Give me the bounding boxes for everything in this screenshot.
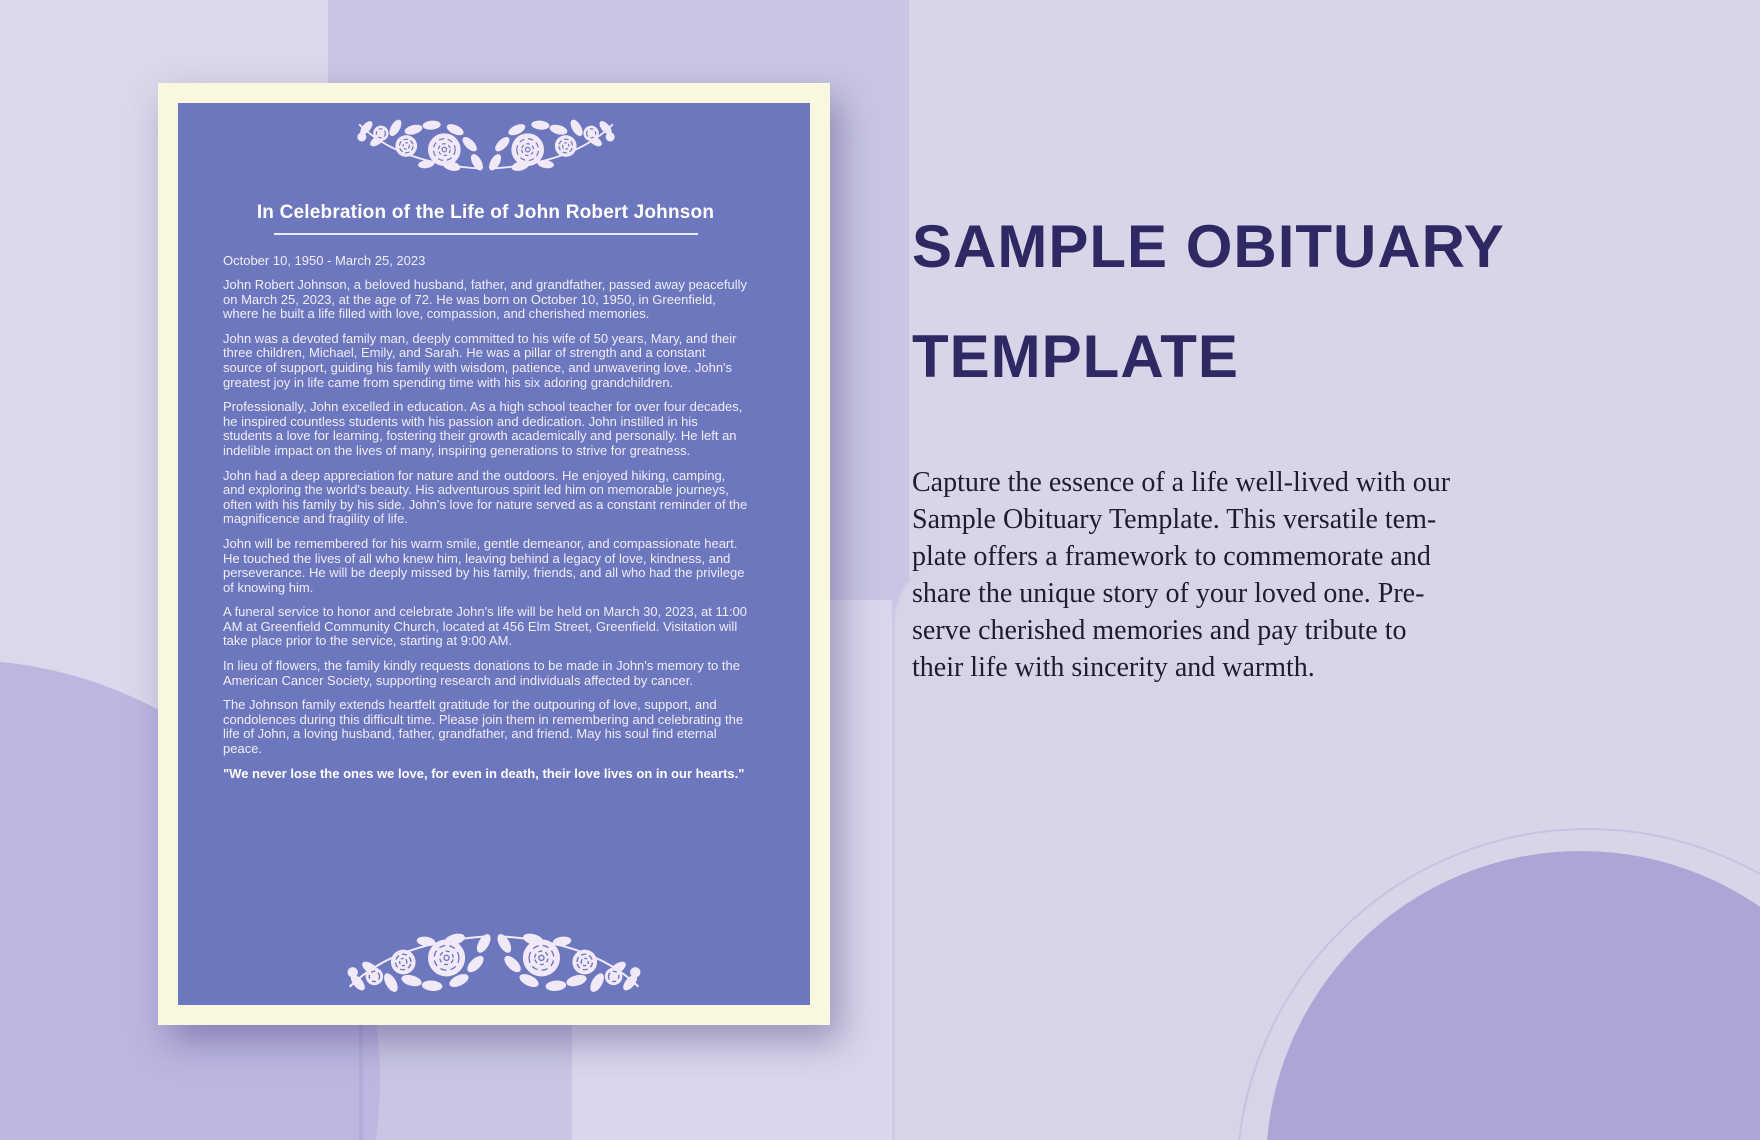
- obituary-paragraph: John will be remembered for his warm smile, gentle demeanor, and compassionate heart. He touched the lives of all who knew him, leaving behind a legacy of love, kindness, and perseverance. He will be deeply missed by his family, friends, and all who had the privilege of knowing him.: [223, 535, 745, 595]
- obituary-quote: "We never lose the ones we love, for even in death, their love lives on in our hearts.": [223, 765, 745, 781]
- floral-garland-bottom-icon: [329, 929, 659, 995]
- description-line: plate offers a framework to commemorate and: [912, 541, 1431, 572]
- title-separator-line: [274, 233, 698, 235]
- obituary-paragraph: John Robert Johnson, a beloved husband, father, and grandfather, passed away peacefully on March 25, 2023, at the age of 72. He was born on October 10, 1950, in Greenfield, where he built a life filled with love, compassion, and cherished memories.: [223, 277, 747, 322]
- page-description: [912, 464, 1450, 686]
- description-line: serve cherished memories and pay tribute to: [912, 615, 1407, 646]
- obituary-card-panel: [178, 103, 810, 1005]
- description-line: Capture the essence of a life well-lived with our: [912, 467, 1451, 498]
- background-circle-bottom-right: [1266, 851, 1760, 1140]
- description-line: their life with sincerity and warmth.: [912, 652, 1315, 683]
- page-heading: [912, 192, 1505, 412]
- obituary-date-range: October 10, 1950 - March 25, 2023: [223, 253, 426, 268]
- obituary-paragraph: John was a devoted family man, deeply committed to his wife of 50 years, Mary, and their three children, Michael, Emily, and Sarah. He was a pillar of strength and a constant source of support, guiding his family with wisdom, patience, and unwavering love. John's greatest joy in life came from spending time with his six adoring grandchildren.: [223, 330, 737, 390]
- background-divider-line: [359, 1018, 363, 1140]
- obituary-body: [223, 278, 748, 757]
- obituary-paragraph: John had a deep appreciation for nature and the outdoors. He enjoyed hiking, camping, and exploring the world's beauty. His adventurous spirit led him on memorable journeys, often with his family by his side. John's love for nature served as a constant reminder of the magnificence and fragility of life.: [223, 467, 748, 527]
- obituary-title: In Celebration of the Life of John Robert Johnson: [256, 202, 715, 223]
- heading-line: SAMPLE OBITUARY: [912, 213, 1505, 280]
- obituary-paragraph: The Johnson family extends heartfelt gratitude for the outpouring of love, support, and condolences during this difficult time. Please join them in remembering and celebrating the life of John, a loving husband, father, grandfather, and friend. May his soul find eternal peace.: [223, 697, 744, 757]
- obituary-paragraph: In lieu of flowers, the family kindly requests donations to be made in John's memory to the American Cancer Society, supporting research and individuals affected by cancer.: [223, 658, 740, 688]
- heading-line: TEMPLATE: [912, 323, 1239, 390]
- obituary-card: [158, 83, 830, 1025]
- floral-garland-top-icon: [346, 117, 626, 175]
- description-line: share the unique story of your loved one. Pre-: [912, 578, 1425, 609]
- obituary-paragraph: Professionally, John excelled in education. As a high school teacher for over four decades, he inspired countless students with his passion and dedication. John instilled in his students a love for learning, fostering their growth academically and personally. He left an indelible impact on the lives of many, inspiring generations to strive for greatness.: [223, 399, 743, 458]
- description-line: Sample Obituary Template. This versatile tem-: [912, 504, 1437, 535]
- obituary-paragraph: A funeral service to honor and celebrate John's life will be held on March 30, 2023, at 11:00 AM at Greenfield Community Church, located at 456 Elm Street, Greenfield. Visitation will take place prior to the service, starting at 9:00 AM.: [223, 604, 748, 649]
